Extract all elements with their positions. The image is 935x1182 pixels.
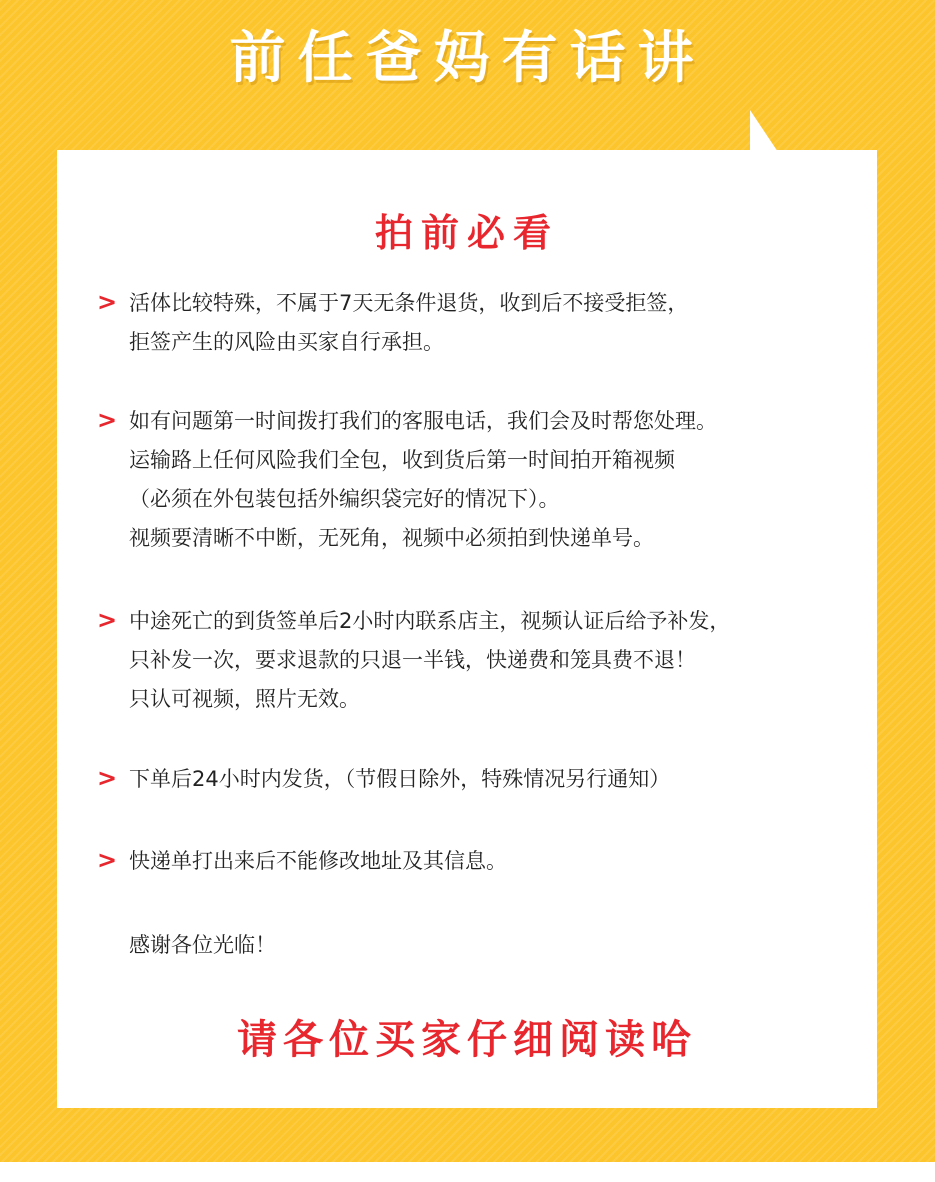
notice-line: （必须在外包装包括外编织袋完好的情况下）。 — [129, 487, 560, 511]
notice-item-unboxing-video — [97, 402, 867, 558]
red-arrow-icon: > — [97, 606, 118, 634]
notice-line: 快递单打出来后不能修改地址及其信息。 — [129, 849, 507, 873]
page-title: 前任爸妈有话讲 — [229, 26, 706, 91]
red-arrow-icon: > — [97, 764, 118, 792]
notice-card — [57, 150, 877, 1108]
footer-reminder: 请各位买家仔细阅读哈 — [237, 1017, 697, 1063]
notice-line: 下单后24小时内发货，（节假日除外，特殊情况另行通知） — [129, 767, 671, 791]
notice-item-dead-on-arrival — [97, 602, 867, 719]
speech-bubble-tail — [750, 110, 778, 152]
notice-line: 如有问题第一时间拨打我们的客服电话，我们会及时帮您处理。 — [129, 409, 717, 433]
notice-line: 中途死亡的到货签单后2小时内联系店主，视频认证后给予补发， — [129, 609, 731, 633]
red-arrow-icon: > — [97, 406, 118, 434]
notice-line: 活体比较特殊，不属于7天无条件退货，收到后不接受拒签， — [129, 291, 689, 315]
notice-line: 运输路上任何风险我们全包，收到货后第一时间拍开箱视频 — [129, 448, 675, 472]
notice-item-shipping-time — [97, 760, 867, 799]
notice-line: 视频要清晰不中断，无死角，视频中必须拍到快递单号。 — [129, 526, 654, 550]
red-arrow-icon: > — [97, 846, 118, 874]
notice-line: 拒签产生的风险由买家自行承担。 — [129, 330, 444, 354]
red-arrow-icon: > — [97, 288, 118, 316]
notice-line: 只补发一次，要求退款的只退一半钱，快递费和笼具费不退！ — [129, 648, 696, 672]
card-heading: 拍前必看 — [374, 211, 559, 255]
notice-item-address-change — [97, 842, 867, 881]
notice-line: 只认可视频，照片无效。 — [129, 687, 360, 711]
thanks-text: 感谢各位光临！ — [129, 933, 276, 957]
notice-item-no-return — [97, 284, 867, 362]
